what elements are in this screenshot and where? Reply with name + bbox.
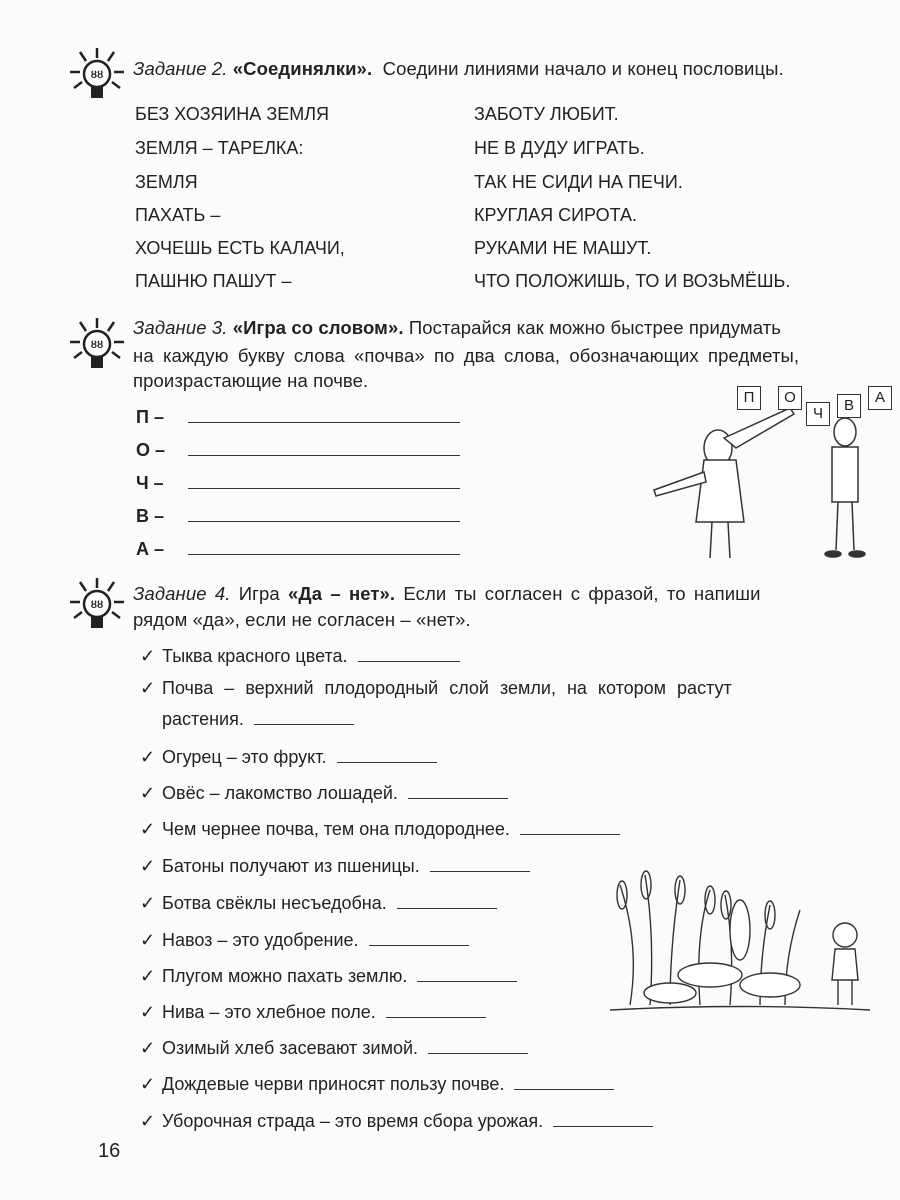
svg-text:ȣȣ: ȣȣ	[90, 340, 104, 351]
list-item	[140, 856, 530, 877]
proverb-start: ПАХАТЬ –	[135, 205, 221, 225]
svg-text:ȣȣ: ȣȣ	[90, 70, 104, 81]
checkmark-icon: ✓	[140, 893, 156, 913]
answer-line[interactable]	[188, 422, 460, 423]
answer-line[interactable]	[553, 1112, 653, 1127]
checkmark-icon: ✓	[140, 856, 156, 876]
list-item	[140, 646, 460, 667]
task-instruction: произрастающие на почве.	[133, 370, 369, 391]
item-text: Уборочная страда – это время сбора урожая.	[162, 1111, 544, 1131]
task-instruction: Соедини линиями начало и конец пословицы.	[382, 58, 784, 79]
task3-heading	[133, 317, 781, 339]
checkmark-icon: ✓	[140, 1111, 156, 1131]
proverb-end: ТАК НЕ СИДИ НА ПЕЧИ.	[474, 172, 683, 192]
answer-line[interactable]	[188, 554, 460, 555]
proverb-end: ЧТО ПОЛОЖИШЬ, ТО И ВОЗЬМЁШЬ.	[474, 271, 791, 291]
proverb-start: ПАШНЮ ПАШУТ –	[135, 271, 292, 291]
item-text: Овёс – лакомство лошадей.	[162, 783, 398, 803]
letter-box: О	[778, 386, 802, 410]
answer-line[interactable]	[188, 488, 460, 489]
item-text: Почва – верхний плодородный слой земли, на котором растут	[162, 678, 732, 698]
task-instruction: Если ты согласен с фразой, то напиши	[403, 583, 761, 604]
answer-line[interactable]	[428, 1039, 528, 1054]
checkmark-icon: ✓	[140, 1038, 156, 1058]
game-word: Игра	[238, 583, 280, 604]
proverb-start: БЕЗ ХОЗЯИНА ЗЕМЛЯ	[135, 104, 330, 124]
task-instruction: рядом «да», если не согласен – «нет».	[133, 609, 471, 630]
letter-label: В –	[136, 506, 165, 526]
task-label: Задание 3.	[133, 317, 228, 338]
task-instruction: Постарайся как можно быстрее придумать	[408, 317, 782, 338]
task-label: Задание 4.	[133, 583, 231, 604]
checkmark-icon: ✓	[140, 678, 156, 698]
answer-line[interactable]	[386, 1003, 486, 1018]
list-item	[140, 1074, 614, 1095]
proverb-end: НЕ В ДУДУ ИГРАТЬ.	[474, 138, 645, 158]
answer-line[interactable]	[520, 820, 620, 835]
list-item	[140, 783, 508, 804]
task4-heading	[133, 583, 761, 605]
letter-label: Ч –	[136, 473, 164, 493]
list-item	[140, 1111, 653, 1132]
item-text: Батоны получают из пшеницы.	[162, 856, 420, 876]
answer-line[interactable]	[254, 710, 354, 725]
answer-line[interactable]	[397, 894, 497, 909]
list-item	[140, 966, 517, 987]
list-item	[140, 893, 497, 914]
wheat-field-illustration	[610, 865, 880, 1015]
item-text: Ботва свёклы несъедобна.	[162, 893, 387, 913]
checkmark-icon: ✓	[140, 1074, 156, 1094]
proverb-start: ЗЕМЛЯ	[135, 172, 198, 192]
list-item	[140, 678, 732, 699]
letter-box: Ч	[806, 402, 830, 426]
answer-line[interactable]	[408, 784, 508, 799]
task2-heading	[133, 58, 784, 80]
list-item	[140, 819, 620, 840]
checkmark-icon: ✓	[140, 646, 156, 666]
item-text: Тыква красного цвета.	[162, 646, 348, 666]
letter-box: В	[837, 394, 861, 418]
proverb-end: РУКАМИ НЕ МАШУТ.	[474, 238, 652, 258]
task-label: Задание 2.	[133, 58, 228, 79]
item-text: Дождевые черви приносят пользу почве.	[162, 1074, 505, 1094]
task-title: «Да – нет».	[288, 583, 396, 604]
checkmark-icon: ✓	[140, 747, 156, 767]
proverb-end: КРУГЛАЯ СИРОТА.	[474, 205, 638, 225]
item-text: растения.	[162, 709, 244, 729]
item-text: Плугом можно пахать землю.	[162, 966, 408, 986]
proverb-start: ЗЕМЛЯ – ТАРЕЛКА:	[135, 138, 304, 158]
item-text: Навоз – это удобрение.	[162, 930, 359, 950]
item-text: Огурец – это фрукт.	[162, 747, 327, 767]
letter-label: О –	[136, 440, 166, 460]
children-drawing	[640, 410, 880, 570]
answer-line[interactable]	[417, 967, 517, 982]
answer-line[interactable]	[369, 931, 469, 946]
task-title: «Соединялки».	[232, 58, 373, 79]
checkmark-icon: ✓	[140, 819, 156, 839]
answer-line[interactable]	[337, 748, 437, 763]
list-item	[140, 1002, 486, 1023]
checkmark-icon: ✓	[140, 930, 156, 950]
lightbulb-icon	[66, 316, 128, 378]
proverb-start: ХОЧЕШЬ ЕСТЬ КАЛАЧИ,	[135, 238, 345, 258]
proverb-end: ЗАБОТУ ЛЮБИТ.	[474, 104, 619, 124]
list-item	[140, 930, 469, 951]
checkmark-icon: ✓	[140, 1002, 156, 1022]
item-text: Чем чернее почва, тем она плодороднее.	[162, 819, 510, 839]
lightbulb-icon	[66, 46, 128, 108]
svg-text:ȣȣ: ȣȣ	[90, 600, 104, 611]
checkmark-icon: ✓	[140, 783, 156, 803]
list-item	[140, 747, 437, 768]
answer-line[interactable]	[358, 647, 460, 662]
answer-line[interactable]	[514, 1075, 614, 1090]
lightbulb-icon	[66, 576, 128, 638]
item-text: Нива – это хлебное поле.	[162, 1002, 376, 1022]
answer-line[interactable]	[430, 857, 530, 872]
answer-line[interactable]	[188, 521, 460, 522]
page-number: 16	[98, 1140, 121, 1162]
letter-box: П	[737, 386, 761, 410]
letter-label: П –	[136, 407, 164, 427]
answer-line[interactable]	[188, 455, 460, 456]
letter-box: А	[868, 386, 892, 410]
list-item	[140, 709, 354, 730]
list-item	[140, 1038, 528, 1059]
item-text: Озимый хлеб засевают зимой.	[162, 1038, 419, 1058]
letter-label: А –	[136, 539, 165, 559]
checkmark-icon: ✓	[140, 966, 156, 986]
task-instruction: на каждую букву слова «почва» по два слова, обозначающих предметы,	[133, 345, 800, 366]
task-title: «Игра со словом».	[232, 317, 404, 338]
